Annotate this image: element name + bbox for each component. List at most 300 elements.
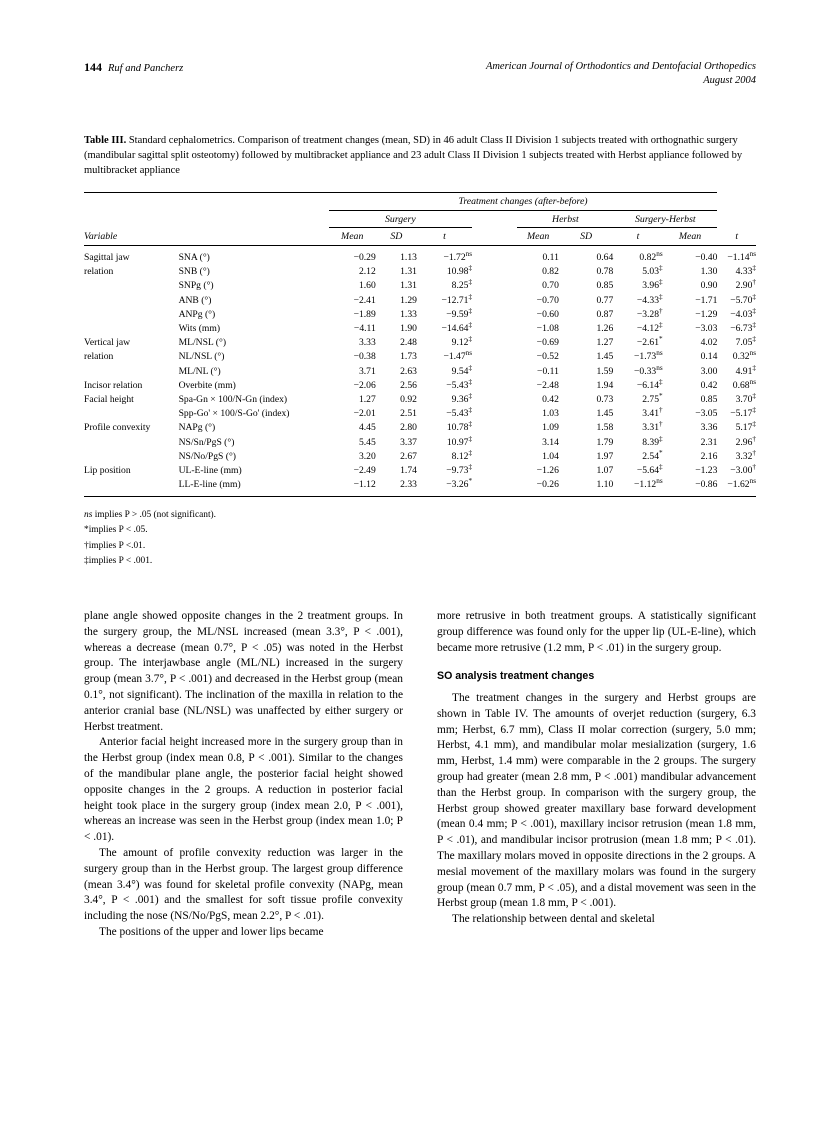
significance-marker: ‡ <box>468 306 473 315</box>
left-column <box>84 609 403 941</box>
table-caption <box>84 134 756 179</box>
cell-diff-mean: −3.03 <box>695 323 718 334</box>
cell-surgery-t: 9.12‡ <box>451 335 473 349</box>
spanner-treatment-changes: Treatment changes (after-before) <box>329 193 718 211</box>
significance-marker: ‡ <box>468 462 473 471</box>
cell-surgery-sd: 1.33 <box>400 308 417 320</box>
cell-surgery-t: 10.97‡ <box>446 434 473 448</box>
significance-marker: ‡ <box>752 363 756 372</box>
column-header-surgery-sd: SD <box>376 228 417 246</box>
cell-surgery-mean: 4.45 <box>358 422 376 434</box>
cell-herbst-sd: 0.73 <box>596 393 614 405</box>
significance-marker: ns <box>656 249 663 258</box>
significance-marker: † <box>659 306 663 315</box>
column-spacer <box>472 463 517 477</box>
significance-marker: ‡ <box>468 320 473 329</box>
cell-herbst-mean: −2.48 <box>536 379 559 391</box>
body-columns <box>84 609 756 941</box>
significance-marker: ‡ <box>659 292 663 301</box>
cell-herbst-sd: 1.45 <box>596 408 614 420</box>
cell-herbst-mean: −0.70 <box>536 294 559 306</box>
row-group-label: Profile convexity <box>84 422 151 434</box>
cell-surgery-sd: 1.31 <box>400 280 417 292</box>
cell-surgery-sd: 2.48 <box>400 337 417 349</box>
cell-diff-t: −6.73‡ <box>730 320 756 334</box>
column-header-herbst-mean: Mean <box>517 228 558 246</box>
column-spacer <box>472 321 517 335</box>
cell-diff-t: $-1.62^{ns}$ <box>717 477 756 496</box>
table-row <box>84 321 756 335</box>
significance-marker: ns <box>749 476 756 485</box>
page-number: 144 <box>84 60 102 74</box>
cell-surgery-t: 8.12‡ <box>451 448 473 462</box>
significance-marker: † <box>752 448 756 457</box>
table-row <box>84 407 756 421</box>
cell-diff-mean: 0.14 <box>700 351 718 363</box>
significance-marker: ‡ <box>752 391 756 400</box>
cell-herbst-sd: 1.27 <box>596 337 614 349</box>
table-row <box>84 364 756 378</box>
significance-marker: ‡ <box>468 292 473 301</box>
table-row <box>84 378 756 392</box>
cell-herbst-t: $0.82^{ns}$ <box>639 249 663 264</box>
significance-marker: ‡ <box>468 434 473 443</box>
cell-diff-mean: −1.29 <box>695 308 718 320</box>
table-caption-text: Standard cephalometrics. Comparison of treatment changes (mean, SD) in 46 adult Class II Division 1 subjects treated with orthognathic surgery (mandibular sagittal split osteotomy) followed by multibracket appliance and 23 adult Class II Division 1 subjects treated with Herbst appliance followed by multibracket appliance <box>84 135 743 177</box>
cell-herbst-mean: −0.52 <box>536 351 559 363</box>
cell-herbst-t: 2.75* <box>642 391 663 405</box>
cell-diff-mean: 3.00 <box>700 365 718 377</box>
cell-surgery-mean: 2.12 <box>358 266 376 278</box>
cell-diff-t: −4.03‡ <box>730 306 756 320</box>
cell-surgery-t: 8.25‡ <box>451 278 473 292</box>
cell-diff-mean: 4.02 <box>700 337 718 349</box>
cell-surgery-mean: 1.60 <box>358 280 376 292</box>
column-header-herbst-sd: SD <box>559 228 613 246</box>
cell-surgery-t: −3.26* <box>417 477 472 496</box>
column-header-diff-mean: Mean <box>663 228 718 246</box>
table-row <box>84 265 756 279</box>
significance-marker: ns <box>656 363 663 372</box>
footnote: †implies P <.01. <box>84 540 146 551</box>
column-header-surgery-t: t <box>417 228 472 246</box>
cell-herbst-t: −5.64‡ <box>636 462 663 476</box>
footnote: *implies P < .05. <box>84 525 148 536</box>
cell-diff-t: −3.00† <box>730 462 756 476</box>
significance-marker: † <box>752 462 756 471</box>
column-header-herbst-t: t <box>613 228 662 246</box>
cell-herbst-sd: 1.45 <box>596 351 614 363</box>
cell-herbst-t: $-0.33^{ns}$ <box>634 363 663 377</box>
cell-herbst-t: −6.14‡ <box>636 377 663 391</box>
table-column-header-row <box>84 228 756 246</box>
row-variable-name: SNB (°) <box>178 266 210 278</box>
table-spanner-row <box>84 193 756 211</box>
cell-herbst-mean: −1.08 <box>536 323 559 334</box>
table-row <box>84 449 756 463</box>
row-variable-name: SNA (°) <box>178 252 210 264</box>
significance-marker: † <box>752 278 756 287</box>
row-variable-name: UL-E-line (mm) <box>178 464 242 476</box>
cell-herbst-sd: 0.85 <box>596 280 614 292</box>
cell-surgery-mean: 3.33 <box>358 337 376 349</box>
row-variable-name: Overbite (mm) <box>178 379 236 391</box>
cell-surgery-mean: −0.29 <box>353 252 376 264</box>
cell-herbst-mean: −0.60 <box>536 308 559 320</box>
cell-diff-mean: 2.16 <box>700 450 718 462</box>
cell-surgery-sd: 2.56 <box>400 379 417 391</box>
cell-diff-mean: −1.23 <box>695 464 718 476</box>
table-row <box>84 421 756 435</box>
section-subheading: SO analysis treatment changes <box>437 670 595 683</box>
cell-diff-mean: −0.86 <box>663 477 718 496</box>
significance-marker: ‡ <box>468 264 473 273</box>
column-spacer <box>472 378 517 392</box>
journal-title: American Journal of Orthodontics and Dentofacial Orthopedics <box>485 61 756 72</box>
cell-surgery-sd: 2.51 <box>400 408 417 420</box>
cell-diff-t: 3.32† <box>735 448 756 462</box>
column-spacer <box>472 350 517 364</box>
cell-diff-mean: 1.30 <box>700 266 718 278</box>
cell-surgery-mean: 3.71 <box>358 365 376 377</box>
cell-diff-mean: −0.40 <box>695 252 718 264</box>
cell-surgery-t: 10.98‡ <box>446 264 473 278</box>
cell-diff-t: $0.68^{ns}$ <box>732 377 756 391</box>
column-spacer <box>472 407 517 421</box>
cell-herbst-sd: 0.64 <box>596 252 614 264</box>
cell-surgery-t: −12.71‡ <box>441 292 473 306</box>
column-spacer <box>472 477 517 496</box>
table-row <box>84 336 756 350</box>
significance-marker: ns <box>749 349 756 358</box>
row-group-label <box>84 407 179 421</box>
cell-herbst-sd: 1.79 <box>596 436 614 448</box>
row-group-label <box>84 307 179 321</box>
significance-marker: ns <box>656 476 663 485</box>
cell-surgery-mean: −2.41 <box>353 294 376 306</box>
table-row <box>84 246 756 265</box>
cell-herbst-sd: 1.97 <box>596 450 614 462</box>
table-row <box>84 392 756 406</box>
paragraph: The positions of the upper and lower lips became <box>99 925 324 938</box>
cell-herbst-mean: −1.26 <box>536 464 559 476</box>
significance-marker: † <box>659 405 663 414</box>
footnote: ‡implies P < .001. <box>84 555 153 566</box>
cell-surgery-sd: 2.33 <box>376 477 417 496</box>
row-group-label <box>84 364 179 378</box>
cell-herbst-t: 2.54* <box>642 448 663 462</box>
significance-marker: ‡ <box>468 278 473 287</box>
cell-herbst-mean: −0.26 <box>517 477 558 496</box>
significance-marker: ‡ <box>659 264 663 273</box>
cell-herbst-t: 3.41† <box>642 405 663 420</box>
cell-herbst-mean: 3.14 <box>542 436 559 448</box>
column-spacer <box>472 265 517 279</box>
cell-surgery-t: 9.36‡ <box>451 391 473 405</box>
row-variable-name: ANPg (°) <box>178 308 216 320</box>
column-spacer <box>472 336 517 350</box>
significance-marker: * <box>659 391 663 400</box>
table-group-row <box>84 211 756 228</box>
group-header-herbst: Herbst <box>517 211 613 228</box>
cell-surgery-sd: 1.13 <box>400 252 417 264</box>
table-row <box>84 279 756 293</box>
cell-diff-t: 4.91‡ <box>735 363 756 377</box>
cell-surgery-mean: −2.49 <box>353 464 376 476</box>
cell-diff-mean: 3.36 <box>700 422 718 434</box>
cephalometrics-table <box>84 192 756 497</box>
row-group-label: Sagittal jaw <box>84 252 130 264</box>
cell-surgery-t: −9.73‡ <box>446 462 473 476</box>
cell-herbst-t: 5.03‡ <box>642 264 663 278</box>
paragraph: more retrusive in both treatment groups. A statistically significant group difference was found only for the upper lip (UL-E-line), which became more retrusive (1.2 mm, P < .01) in the surgery group. <box>437 610 756 654</box>
significance-marker: ‡ <box>752 306 756 315</box>
cell-diff-mean: 0.85 <box>700 393 718 405</box>
cell-herbst-t: 3.96‡ <box>642 278 663 292</box>
row-variable-name: Wits (mm) <box>178 323 221 334</box>
cell-surgery-sd: 1.29 <box>400 294 417 306</box>
cell-diff-t: $0.32^{ns}$ <box>732 349 756 363</box>
significance-marker: ‡ <box>752 405 756 414</box>
group-header-surgery: Surgery <box>329 211 472 228</box>
column-spacer <box>472 392 517 406</box>
cell-surgery-sd: 1.31 <box>400 266 417 278</box>
row-group-label: Incisor relation <box>84 379 143 391</box>
cell-herbst-mean: 0.42 <box>542 393 559 405</box>
cell-herbst-mean: 1.09 <box>542 422 559 434</box>
row-variable-name: LL-E-line (mm) <box>179 477 329 496</box>
cell-surgery-t: 10.78‡ <box>446 420 473 434</box>
paragraph: plane angle showed opposite changes in the 2 treatment groups. In the surgery group, the ML/NSL increased (mean 3.3°, P < .001), whereas a decrease (mean 0.7°, P < .05) was noted in the Herbst group. The interjawbase angle (ML/NL) increased in the surgery group (mean 3.7°, P < .001) and decreased in the Herbst group (mean 0.1°, not significant). The inclination of the maxilla in relation to the anterior cranial base (NL/NSL) was unaffected by either surgery or Herbst treatment. <box>84 610 403 733</box>
cell-surgery-sd: 2.67 <box>400 450 417 462</box>
row-group-label <box>84 477 179 496</box>
significance-marker: † <box>659 420 663 429</box>
cell-herbst-sd: 1.58 <box>596 422 614 434</box>
row-variable-name: Spp-Go' × 100/S-Go' (index) <box>178 408 290 420</box>
paragraph: The relationship between dental and skeletal <box>452 913 655 926</box>
cell-herbst-t: 8.39‡ <box>642 434 663 448</box>
cell-herbst-mean: 0.70 <box>542 280 559 292</box>
group-header-difference: Surgery-Herbst <box>613 211 717 228</box>
cell-surgery-t: −9.59‡ <box>446 306 473 320</box>
paragraph: Anterior facial height increased more in the surgery group than in the Herbst group (index mean 0.8, P < .001). Similar to the changes of the mandibular plane angle, the posterior facial height showed opposite changes in the 2 groups. A reduction in posterior facial height took place in the surgery group (index mean 2.0, P < .001), whereas an increase was seen in the Herbst group (index mean 1.0; P < .01). <box>84 736 403 844</box>
cell-herbst-mean: −0.11 <box>537 365 559 377</box>
column-header-diff-t: t <box>717 228 756 246</box>
cell-diff-t: $-1.14^{ns}$ <box>727 249 756 264</box>
table-row <box>84 307 756 321</box>
cell-herbst-t: −3.28† <box>636 306 663 320</box>
row-variable-name: ML/NL (°) <box>178 365 221 377</box>
row-variable-name: Spa-Gn × 100/N-Gn (index) <box>178 393 288 405</box>
cell-herbst-sd: 1.26 <box>596 323 614 334</box>
cell-herbst-mean: 1.04 <box>542 450 559 462</box>
table-row <box>84 435 756 449</box>
row-variable-name: ML/NSL (°) <box>178 337 227 349</box>
table-body <box>84 246 756 497</box>
row-group-label <box>84 321 179 335</box>
significance-marker: ‡ <box>752 320 756 329</box>
significance-marker: ‡ <box>468 448 473 457</box>
cell-diff-mean: 0.42 <box>700 379 718 391</box>
cell-herbst-t: −2.61* <box>636 335 663 349</box>
footnote: ns implies P > .05 (not significant). <box>84 510 217 521</box>
cell-surgery-mean: −0.38 <box>353 351 376 363</box>
cell-surgery-t: −5.43‡ <box>446 405 473 420</box>
cell-surgery-sd: 1.73 <box>400 351 417 363</box>
cell-surgery-t: $-1.72^{ns}$ <box>443 249 473 264</box>
cell-herbst-t: −4.33‡ <box>636 292 663 306</box>
significance-marker: * <box>659 448 663 457</box>
running-head <box>84 60 756 88</box>
column-spacer <box>472 435 517 449</box>
cell-herbst-sd: 1.07 <box>596 464 614 476</box>
row-variable-name: SNPg (°) <box>178 280 214 292</box>
cell-herbst-mean: 1.03 <box>542 408 559 420</box>
paragraph: The treatment changes in the surgery and Herbst groups are shown in Table IV. The amounts of overjet reduction (surgery, 6.3 mm; Herbst, 6.7 mm), Class II molar correction (surgery, 5.0 mm; Herbst, 4.1 mm), and mandibular molar mesialization (surgery, 1.6 mm, Herbst, 1.4 mm) were comparable in the 2 groups. The surgery group had greater (mean 2.8 mm, P < .001) mandibular advancement than the Herbst group. In comparison with the surgery group, the Herbst group showed greater maxillary base forward development (mean 0.4 mm; P < .001), maxillary incisor retrusion (mean 1.8 mm, P < .01), and mandibular incisor protrusion (mean 1.8 mm; P < .01). The maxillary molars moved in opposite directions in the 2 groups. A mesial movement of the maxillary molars was found in the surgery group (mean 0.7 mm, P < .05), and a distal movement was seen in the Herbst group (mean 1.8 mm, P < .001). <box>437 692 756 910</box>
row-group-label <box>84 449 179 463</box>
cell-surgery-mean: −2.01 <box>353 408 376 420</box>
row-group-label: relation <box>84 351 114 363</box>
significance-marker: ‡ <box>752 420 756 429</box>
cell-diff-mean: −1.71 <box>695 294 718 306</box>
cell-diff-t: 2.96† <box>735 434 756 448</box>
cell-surgery-t: −5.43‡ <box>446 377 473 391</box>
row-group-label: Facial height <box>84 393 134 405</box>
cell-surgery-mean: 3.20 <box>358 450 376 462</box>
cell-herbst-t: 3.31† <box>642 420 663 434</box>
table-block <box>84 134 756 569</box>
table-label: Table III. <box>84 135 127 147</box>
row-group-label <box>84 293 179 307</box>
significance-marker: ‡ <box>659 278 663 287</box>
cell-herbst-sd: 1.59 <box>596 365 614 377</box>
cell-surgery-t: 9.54‡ <box>451 363 473 377</box>
cell-diff-t: 7.05‡ <box>735 335 756 349</box>
cell-surgery-sd: 0.92 <box>400 393 417 405</box>
row-variable-name: ANB (°) <box>178 294 212 306</box>
significance-marker: ‡ <box>468 377 473 386</box>
table-row <box>84 293 756 307</box>
cell-diff-t: 5.17‡ <box>735 420 756 434</box>
significance-marker: * <box>468 476 473 485</box>
cell-herbst-t: $-1.12^{ns}$ <box>613 477 662 496</box>
cell-herbst-t: −4.12‡ <box>636 320 663 334</box>
cell-surgery-sd: 1.74 <box>400 464 417 476</box>
cell-herbst-t: $-1.73^{ns}$ <box>634 349 663 363</box>
row-group-label: relation <box>84 266 114 278</box>
cell-herbst-sd: 1.10 <box>559 477 613 496</box>
cell-herbst-mean: 0.11 <box>542 252 559 264</box>
table-row <box>84 463 756 477</box>
row-group-label <box>84 279 179 293</box>
significance-marker: ‡ <box>659 377 663 386</box>
cell-surgery-t: $-1.47^{ns}$ <box>443 349 473 363</box>
significance-marker: ‡ <box>468 420 473 429</box>
significance-marker: ‡ <box>468 391 473 400</box>
cell-herbst-sd: 0.87 <box>596 308 614 320</box>
cell-surgery-sd: 2.80 <box>400 422 417 434</box>
significance-marker: ‡ <box>468 405 473 414</box>
cell-diff-t: 4.33‡ <box>735 264 756 278</box>
significance-marker: ‡ <box>659 462 663 471</box>
column-spacer <box>472 307 517 321</box>
cell-herbst-sd: 0.77 <box>596 294 614 306</box>
significance-marker: ‡ <box>468 363 473 372</box>
significance-marker: ‡ <box>752 264 756 273</box>
significance-marker: ‡ <box>468 335 473 343</box>
cell-diff-t: −5.70‡ <box>730 292 756 306</box>
column-spacer <box>472 246 517 265</box>
cell-diff-t: 2.90† <box>735 278 756 292</box>
cell-surgery-sd: 2.63 <box>400 365 417 377</box>
running-head-authors: Ruf and Pancherz <box>108 63 184 74</box>
row-variable-name: NAPg (°) <box>178 422 216 434</box>
row-variable-name: NS/No/PgS (°) <box>178 450 236 462</box>
column-spacer <box>472 364 517 378</box>
significance-marker: ‡ <box>752 335 756 343</box>
cell-surgery-mean: 5.45 <box>358 436 376 448</box>
running-head-right <box>486 60 756 88</box>
column-spacer <box>472 421 517 435</box>
cell-diff-t: 3.70‡ <box>735 391 756 405</box>
column-spacer <box>472 449 517 463</box>
cell-surgery-mean: −2.06 <box>353 379 376 391</box>
paragraph: The amount of profile convexity reduction was larger in the surgery group than in the Herbst group. The largest group difference (mean 3.4°) was found for skeletal profile convexity (NAPg, mean 3.4°, P < .001) and the smallest for soft tissue profile convexity including the nose (NS/No/PgS, mean 2.2°, P < .01). <box>84 846 403 923</box>
significance-marker: ‡ <box>659 320 663 329</box>
cell-surgery-sd: 3.37 <box>400 436 417 448</box>
significance-marker: * <box>659 335 663 343</box>
page-content <box>84 60 756 941</box>
cell-surgery-mean: −4.11 <box>353 323 376 334</box>
cell-herbst-mean: −0.69 <box>536 337 559 349</box>
significance-marker: ns <box>749 377 756 386</box>
column-header-variable: Variable <box>84 228 329 246</box>
cell-diff-mean: 2.31 <box>700 436 718 448</box>
significance-marker: ns <box>749 249 756 258</box>
cell-surgery-t: −14.64‡ <box>441 320 473 334</box>
right-column <box>437 609 756 941</box>
cell-diff-t: −5.17‡ <box>730 405 756 420</box>
cell-herbst-mean: 0.82 <box>542 266 559 278</box>
issue-date: August 2004 <box>703 75 756 87</box>
significance-marker: ns <box>656 349 663 358</box>
cell-herbst-sd: 1.94 <box>596 379 614 391</box>
row-group-label <box>84 435 179 449</box>
cell-surgery-mean: 1.27 <box>358 393 376 405</box>
cell-surgery-sd: 1.90 <box>400 323 417 334</box>
running-head-left <box>84 60 183 75</box>
column-spacer <box>472 279 517 293</box>
significance-marker: ns <box>465 349 473 358</box>
table-row <box>84 477 756 496</box>
table-row <box>84 350 756 364</box>
significance-marker: ‡ <box>659 434 663 443</box>
significance-marker: † <box>752 434 756 443</box>
row-variable-name: NL/NSL (°) <box>178 351 225 363</box>
cell-herbst-sd: 0.78 <box>596 266 614 278</box>
table-footnotes <box>84 508 756 569</box>
column-header-surgery-mean: Mean <box>329 228 376 246</box>
column-spacer <box>472 293 517 307</box>
row-group-label: Vertical jaw <box>84 337 131 349</box>
cell-diff-mean: 0.90 <box>700 280 718 292</box>
cell-surgery-mean: −1.12 <box>329 477 376 496</box>
significance-marker: ‡ <box>752 292 756 301</box>
row-group-label: Lip position <box>84 464 131 476</box>
cell-diff-mean: −3.05 <box>695 408 718 420</box>
significance-marker: ns <box>465 249 473 258</box>
cell-surgery-mean: −1.89 <box>353 308 376 320</box>
